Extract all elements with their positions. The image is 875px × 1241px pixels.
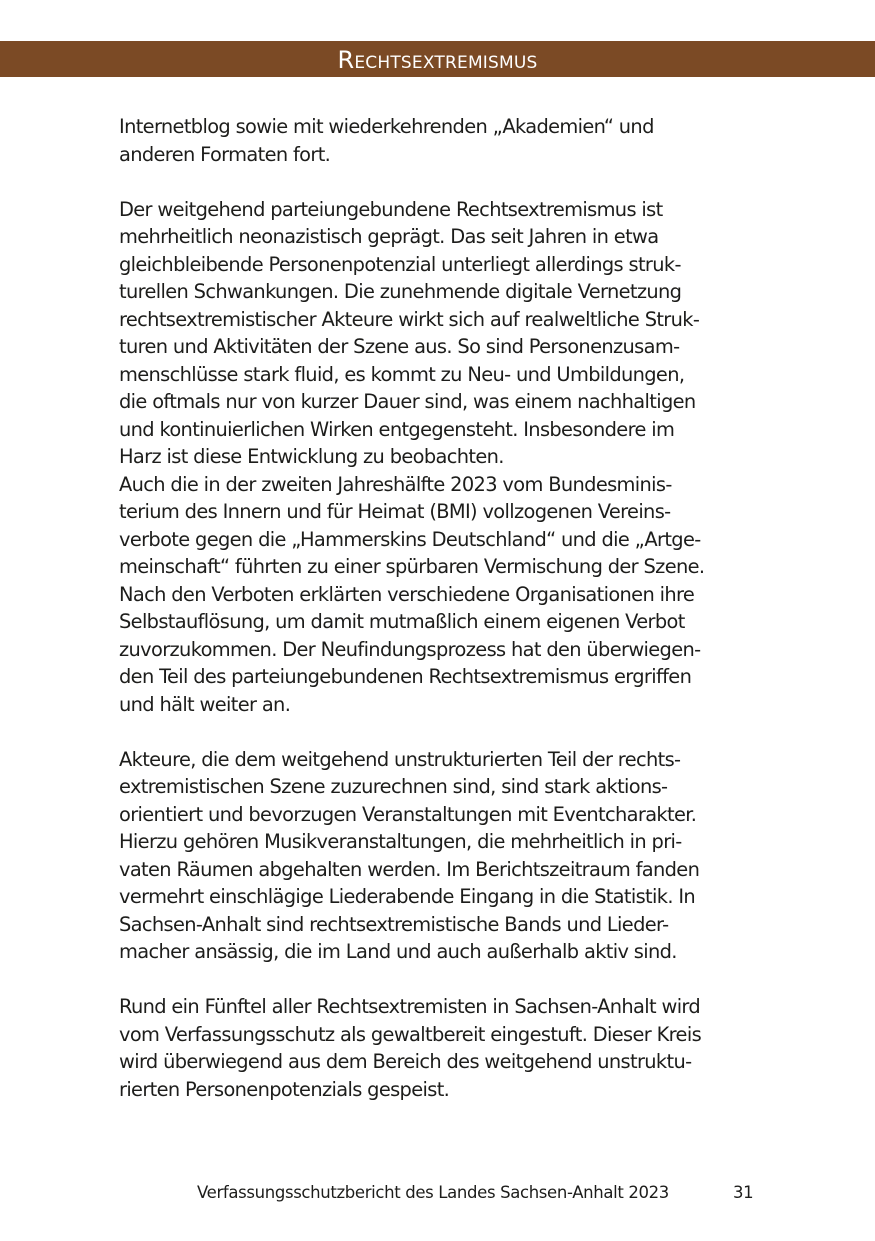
text-line: Akteure, die dem weitgehend unstrukturierten Teil der rechts- xyxy=(119,747,681,771)
paragraph-gap xyxy=(119,718,779,746)
text-line: zuvorzukommen. Der Neufindungsprozess hat den überwiegen- xyxy=(119,637,701,661)
text-line: Rund ein Fünftel aller Rechtsextremisten in Sachsen-Anhalt wird xyxy=(119,995,701,1018)
text-line: orientiert und bevorzugen Veranstaltungen mit Eventcharakter. xyxy=(119,802,697,826)
text-line: und hält weiter an. xyxy=(119,692,291,716)
text-line: meinschaft“ führten zu einer spürbaren Vermischung der Szene. xyxy=(119,555,705,578)
text-line: Harz ist diese Entwicklung zu beobachten. xyxy=(119,445,504,468)
text-line: Auch die in der zweiten Jahreshälfte 2023 vom Bundesminis- xyxy=(119,472,672,496)
text-line: terium des Innern und für Heimat (BMI) vollzogenen Vereins- xyxy=(119,500,671,523)
text-line: verbote gegen die „Hammerskins Deutschland“ und die „Artge- xyxy=(119,527,701,551)
text-line: und kontinuierlichen Wirken entgegensteht. Insbesondere im xyxy=(119,417,675,441)
text-line: gleichbleibende Personenpotenzial unterliegt allerdings struk- xyxy=(119,252,681,276)
text-line: extremistischen Szene zuzurechnen sind, sind stark aktions- xyxy=(119,775,668,798)
text-line: die oftmals nur von kurzer Dauer sind, was einem nachhaltigen xyxy=(119,390,696,413)
page-number: 31 xyxy=(733,1183,754,1202)
text-line: Internetblog sowie mit wiederkehrenden „Akademien“ und xyxy=(119,115,654,138)
paragraph-gap xyxy=(119,966,779,994)
text-line: den Teil des parteiungebundenen Rechtsextremismus ergriffen xyxy=(119,665,692,688)
text-line: vaten Räumen abgehalten werden. Im Berichtszeitraum fanden xyxy=(119,857,700,881)
text-line: turen und Aktivitäten der Szene aus. So sind Personenzusam- xyxy=(119,335,680,358)
footer-title: Verfassungsschutzbericht des Landes Sachsen-Anhalt 2023 xyxy=(197,1183,669,1202)
text-line: rierten Personenpotenzials gespeist. xyxy=(119,1077,450,1101)
paragraph-gap xyxy=(119,168,779,196)
text-line: Hierzu gehören Musikveranstaltungen, die mehrheitlich in pri- xyxy=(119,830,682,853)
text-line: Selbstauflösung, um damit mutmaßlich einem eigenen Verbot xyxy=(119,610,685,633)
text-line: turellen Schwankungen. Die zunehmende digitale Vernetzung xyxy=(119,280,682,303)
text-line: mehrheitlich neonazistisch geprägt. Das seit Jahren in etwa xyxy=(119,225,659,248)
section-title: Rechtsextremismus xyxy=(337,46,538,74)
text-line: wird überwiegend aus dem Bereich des weitgehend unstruktu- xyxy=(119,1050,692,1073)
body-text xyxy=(119,113,779,1103)
text-line: Sachsen-Anhalt sind rechtsextremistische Bands und Lieder- xyxy=(119,912,669,936)
text-line: menschlüsse stark fluid, es kommt zu Neu- und Umbildungen, xyxy=(119,362,685,386)
text-line: Der weitgehend parteiungebundene Rechtsextremismus ist xyxy=(119,197,663,221)
text-line: vom Verfassungsschutz als gewaltbereit eingestuft. Dieser Kreis xyxy=(119,1022,702,1046)
text-line: Nach den Verboten erklärten verschiedene Organisationen ihre xyxy=(119,582,695,606)
text-line: rechtsextremistischer Akteure wirkt sich auf realweltliche Struk- xyxy=(119,307,700,331)
text-line: macher ansässig, die im Land und auch außerhalb aktiv sind. xyxy=(119,940,677,963)
text-line: vermehrt einschlägige Liederabende Eingang in die Statistik. In xyxy=(119,885,696,908)
text-line: anderen Formaten fort. xyxy=(119,142,331,166)
section-header-bar xyxy=(0,41,875,77)
